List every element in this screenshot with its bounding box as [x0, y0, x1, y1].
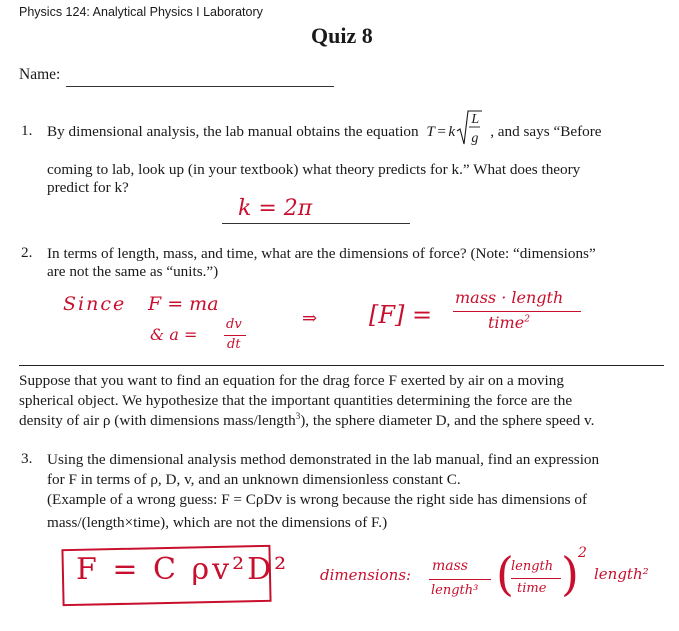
q1-number: 1.: [21, 122, 33, 139]
q2-and-a-equals: & a =: [150, 325, 198, 344]
q2-since: Since: [63, 293, 127, 315]
q1-line2: coming to lab, look up (in your textbook) what theory predicts for k.” What does theory: [47, 161, 581, 178]
q3-paren-exp: 2: [578, 545, 587, 561]
q3-line4: mass/(length×time), which are not the dimensions of F.): [47, 514, 388, 531]
setup-line3: [19, 411, 594, 430]
eq-T: T: [426, 123, 435, 140]
q2-time-text: time: [488, 313, 525, 332]
q3-right-paren: ): [561, 547, 579, 601]
q2-fraction-bar: [224, 335, 246, 336]
q2-arrow-icon: ⇒: [302, 308, 318, 329]
section-divider: [19, 365, 664, 366]
q3-boxed-answer: F = C ρv²D²: [76, 552, 290, 587]
eq-g: g: [471, 131, 479, 146]
q1-line3: predict for k?: [47, 179, 129, 196]
q3-fraction-bar-2: [511, 578, 561, 579]
setup-line3a: density of air ρ (with dimensions mass/length: [19, 412, 296, 429]
q2-line2: are not the same as “units.”): [47, 263, 219, 280]
q2-f-equals-ma: F = ma: [148, 293, 219, 315]
setup-line1: Suppose that you want to find an equation for the drag force F exerted by air on a moving: [19, 372, 564, 389]
q3-paren-length: length: [511, 559, 554, 574]
q2-dims-fraction-bar: [453, 311, 581, 312]
q3-length3: length³: [431, 583, 479, 598]
q1-text-a: By dimensional analysis, the lab manual obtains the equation: [47, 123, 419, 140]
q1-equation: [422, 112, 486, 146]
q3-fraction-bar-1: [429, 579, 491, 580]
q3-line2: for F in terms of ρ, D, v, and an unknown dimensionless constant C.: [47, 471, 461, 488]
q2-time: [488, 313, 530, 332]
q3-dimensions-label: dimensions:: [320, 566, 412, 584]
q3-number: 3.: [21, 450, 33, 467]
q1-line1: [47, 112, 602, 146]
q2-time-exp: 2: [524, 314, 530, 325]
q3-mass: mass: [432, 558, 468, 574]
course-title: Physics 124: Analytical Physics I Laboratory: [19, 5, 263, 19]
q1-answer-line: [222, 223, 410, 224]
eq-k: k: [448, 123, 456, 140]
q2-number: 2.: [21, 244, 33, 261]
q2-mass-length: mass · length: [455, 288, 564, 307]
page-title: Quiz 8: [311, 23, 373, 48]
name-label: Name:: [19, 66, 61, 83]
q1-handwritten-answer: k = 2π: [238, 196, 313, 221]
eq-equals: =: [437, 123, 446, 140]
setup-line3b: ), the sphere diameter D, and the sphere speed v.: [300, 412, 595, 429]
name-blank-line[interactable]: [66, 86, 334, 87]
q2-line1: In terms of length, mass, and time, what are the dimensions of force? (Note: “dimensions”: [47, 245, 596, 262]
setup-line2: spherical object. We hypothesize that the important quantities determining the force are the: [19, 392, 573, 409]
q3-length2: length²: [594, 565, 649, 583]
q3-left-paren: (: [496, 547, 514, 601]
q3-line1: Using the dimensional analysis method demonstrated in the lab manual, find an expression: [47, 451, 600, 468]
setup-line3-exp: 3: [295, 410, 301, 421]
q2-dv: dv: [226, 317, 242, 332]
q3-line3: (Example of a wrong guess: F = CρDv is wrong because the right side has dimensions of: [47, 491, 588, 508]
eq-L: L: [471, 112, 480, 127]
q1-text-b: , and says “Before: [490, 123, 602, 140]
q3-paren-time: time: [517, 581, 547, 596]
q2-bracket-f: [F] =: [369, 301, 433, 329]
q2-dt: dt: [227, 337, 241, 352]
